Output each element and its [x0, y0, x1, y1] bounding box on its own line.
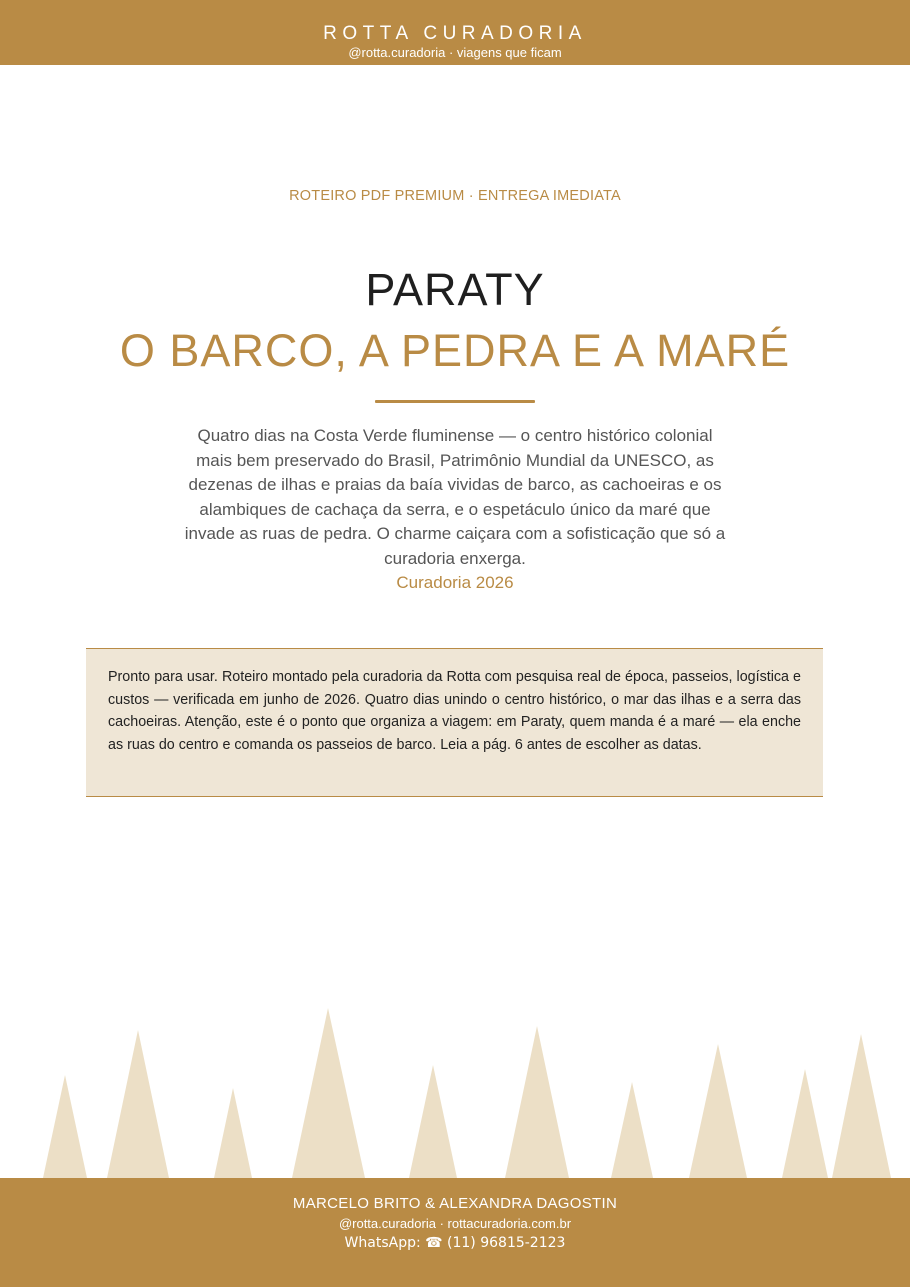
notice-text: Pronto para usar. Roteiro montado pela curadoria da Rotta com pesquisa real de época, passeios, logística e custos — verificada em junho de 2026. Quatro dias unindo o centro histórico, o mar das ilhas e a serra das cachoeiras. Atenção, este é o ponto que organiza a viagem: em Paraty, quem manda é a maré — ela enche as ruas do centro e comanda os passeios de barco. Leia a pág. 6 antes de escolher as datas. — [108, 669, 801, 753]
footer-band — [0, 1178, 910, 1287]
intro-paragraph: Quatro dias na Costa Verde fluminense — o centro histórico colonial mais bem preservado do Brasil, Patrimônio Mundial da UNESCO, as dezenas de ilhas e praias da baía vividas de barco, as cachoeiras e os alambiques de cachaça da serra, e o espetáculo único da maré que invade as ruas de pedra. O charme caiçara com a sofisticação que só a curadoria enxerga. — [184, 426, 726, 568]
edition-tag: Curadoria 2026 — [396, 573, 514, 592]
whatsapp-line: WhatsApp: ☎ (11) 96815-2123 — [344, 1235, 566, 1251]
page-subtitle: O BARCO, A PEDRA E A MARÉ — [119, 325, 791, 376]
peak-2 — [107, 1030, 169, 1178]
page-title: PARATY — [365, 264, 545, 315]
eyebrow-label: ROTEIRO PDF PREMIUM · ENTREGA IMEDIATA — [289, 188, 621, 204]
peak-7 — [611, 1082, 653, 1178]
peak-5 — [409, 1065, 457, 1178]
website-line: @rotta.curadoria · rottacuradoria.com.br — [338, 1216, 572, 1231]
header-band — [0, 0, 910, 65]
authors-line: MARCELO BRITO & ALEXANDRA DAGOSTIN — [292, 1195, 618, 1212]
peak-1 — [43, 1075, 87, 1178]
peak-9 — [782, 1069, 828, 1178]
mountain-peaks-decoration — [0, 1000, 910, 1178]
peak-8 — [689, 1044, 747, 1178]
brand-name: ROTTA CURADORIA — [323, 23, 587, 44]
peak-3 — [214, 1088, 252, 1178]
title-divider — [375, 400, 535, 403]
peak-10 — [832, 1034, 891, 1178]
brand-handle: @rotta.curadoria · viagens que ficam — [348, 45, 562, 60]
notice-box — [86, 648, 823, 797]
peak-4 — [292, 1008, 365, 1178]
peak-6 — [505, 1026, 569, 1178]
